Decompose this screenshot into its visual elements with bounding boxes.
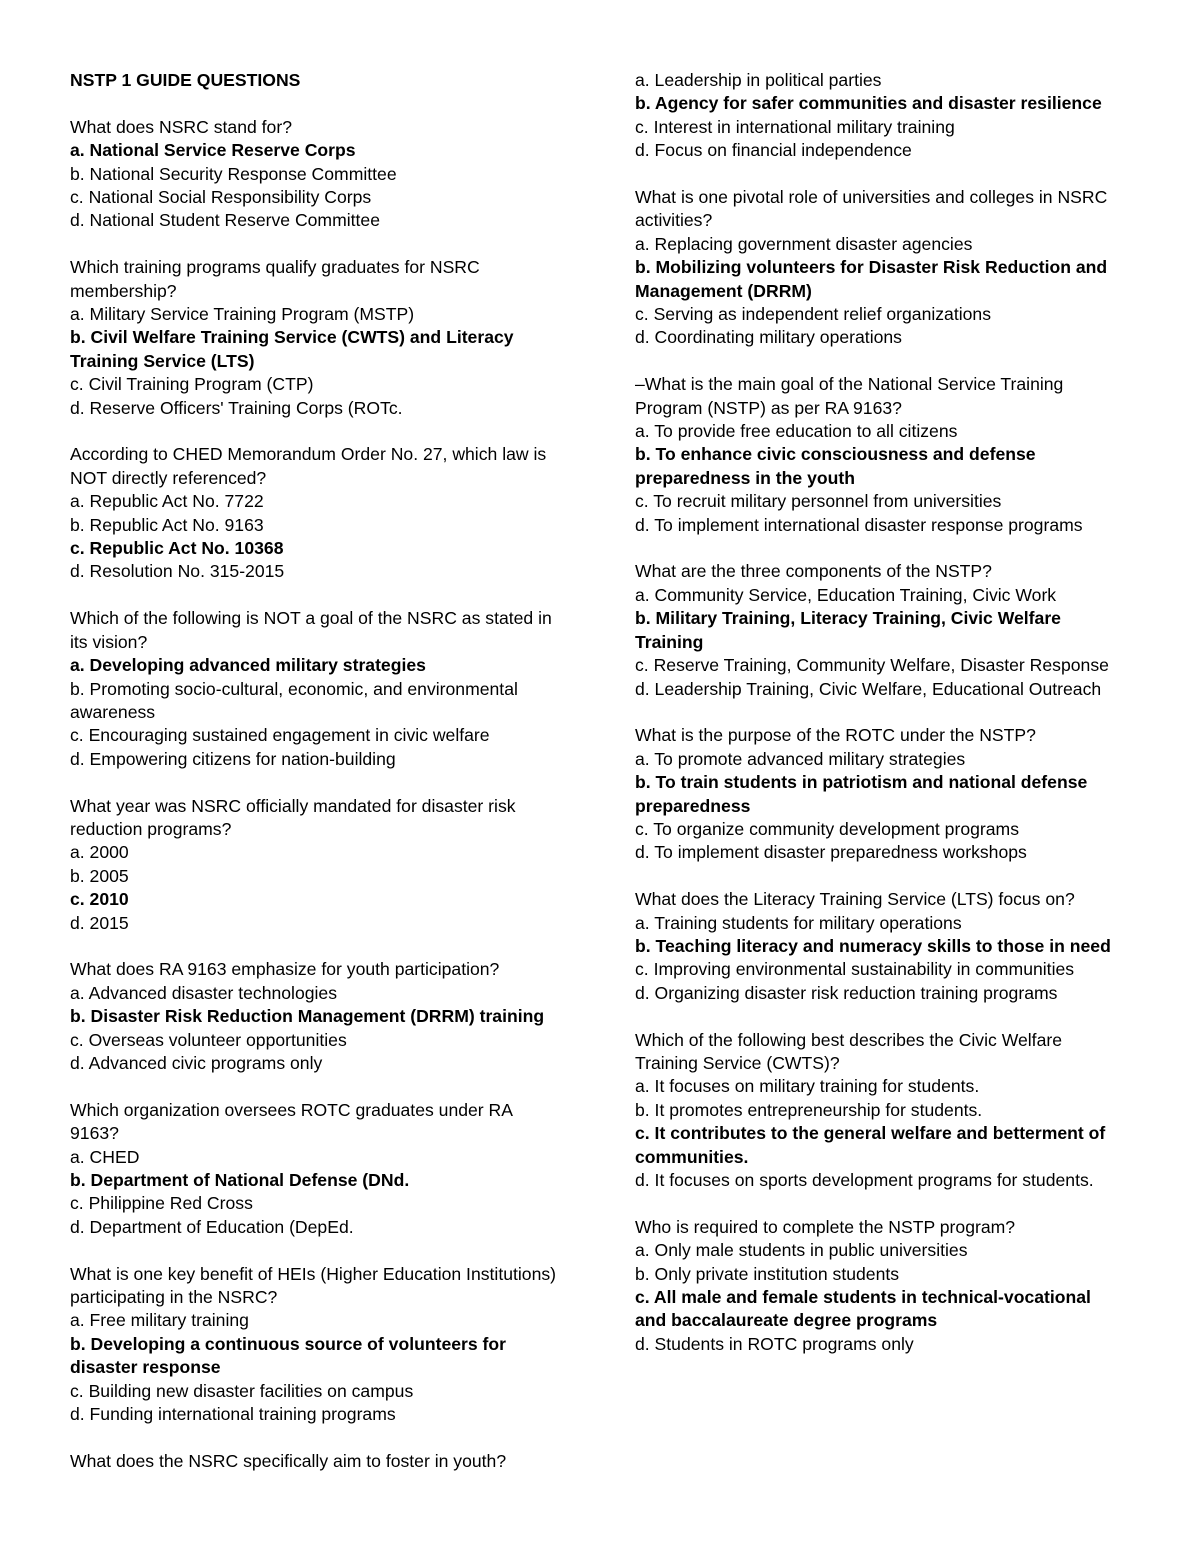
question-block [635, 1216, 1125, 1356]
question-block [635, 373, 1125, 537]
answer-option: d. National Student Reserve Committee [70, 210, 380, 231]
answer-option: a. It focuses on military training for students. [635, 1076, 980, 1097]
question-block [70, 1099, 560, 1239]
answer-option: c. To recruit military personnel from universities [635, 491, 1002, 512]
answer-option: b. National Security Response Committee [70, 163, 397, 184]
question-block [70, 116, 560, 233]
answer-option-correct: a. Developing advanced military strategies [70, 655, 426, 676]
answer-option: d. Focus on financial independence [635, 140, 912, 161]
answer-option-correct: b. Civil Welfare Training Service (CWTS) and Literacy Training Service (LTS) [70, 327, 514, 371]
left-column [70, 69, 560, 1497]
answer-option: a. Replacing government disaster agencies [635, 233, 973, 254]
answer-option: c. Interest in international military training [635, 116, 955, 137]
question-block [70, 443, 560, 583]
answer-option-correct: b. Developing a continuous source of volunteers for disaster response [70, 1333, 506, 1378]
answer-option: a. Republic Act No. 7722 [70, 491, 264, 512]
question-block [70, 958, 560, 1075]
question-text: According to CHED Memorandum Order No. 27, which law is NOT directly referenced? [70, 444, 547, 488]
answer-option: d. Organizing disaster risk reduction training programs [635, 982, 1058, 1003]
question-text: What is one key benefit of HEIs (Higher Education Institutions) participating in the NSRC? [70, 1263, 557, 1307]
question-text: What are the three components of the NSTP? [635, 561, 992, 582]
answer-option: d. Resolution No. 315-2015 [70, 561, 285, 582]
answer-option: a. Training students for military operations [635, 912, 962, 933]
answer-option: a. 2000 [70, 842, 129, 863]
answer-option: d. 2015 [70, 912, 129, 933]
answer-option: d. Reserve Officers' Training Corps (ROTc. [70, 397, 403, 418]
question-block [70, 1263, 560, 1427]
answer-option: d. To implement international disaster response programs [635, 514, 1083, 535]
answer-option: a. To provide free education to all citizens [635, 421, 958, 442]
question-text: Which organization oversees ROTC graduates under RA 9163? [70, 1099, 513, 1144]
answer-option: d. Students in ROTC programs only [635, 1333, 914, 1354]
answer-option-correct: c. All male and female students in technical-vocational and baccalaureate degree programs [635, 1287, 1091, 1331]
question-block [635, 888, 1125, 1005]
question-block [635, 724, 1125, 864]
answer-option: a. Community Service, Education Training, Civic Work [635, 584, 1057, 605]
answer-option-correct: b. Mobilizing volunteers for Disaster Risk Reduction and Management (DRRM) [635, 257, 1108, 301]
question-block [70, 1450, 560, 1473]
answer-option: c. Civil Training Program (CTP) [70, 374, 314, 395]
answer-option: c. Overseas volunteer opportunities [70, 1029, 347, 1050]
answer-option: c. Philippine Red Cross [70, 1193, 253, 1214]
answer-option: c. Reserve Training, Community Welfare, Disaster Response [635, 655, 1109, 676]
answer-option: b. It promotes entrepreneurship for students. [635, 1099, 983, 1120]
answer-option-correct: c. Republic Act No. 10368 [70, 538, 284, 559]
question-text: Which training programs qualify graduates for NSRC membership? [70, 257, 480, 301]
answer-option: a. Leadership in political parties [635, 70, 882, 90]
answer-option: a. Advanced disaster technologies [70, 982, 338, 1003]
question-text: What is the purpose of the ROTC under the NSTP? [635, 725, 1036, 746]
answer-option-correct: a. National Service Reserve Corps [70, 140, 356, 161]
right-column [635, 69, 1125, 1380]
answer-option: d. Empowering citizens for nation-building [70, 748, 396, 769]
answer-option: a. To promote advanced military strategies [635, 748, 966, 769]
question-text: Which of the following is NOT a goal of the NSRC as stated in its vision? [70, 608, 552, 652]
title-block [70, 69, 560, 92]
question-text: What does NSRC stand for? [70, 116, 292, 137]
answer-option: d. To implement disaster preparedness workshops [635, 842, 1027, 863]
answer-option: c. Serving as independent relief organizations [635, 304, 992, 325]
answer-option: d. Funding international training programs [70, 1404, 396, 1425]
answer-option-correct: b. To train students in patriotism and national defense preparedness [635, 772, 1088, 816]
answer-option: c. To organize community development programs [635, 818, 1019, 839]
answer-option: a. Free military training [70, 1310, 249, 1331]
answer-option: b. Republic Act No. 9163 [70, 514, 264, 535]
answer-option-correct: b. Department of National Defense (DNd. [70, 1169, 410, 1190]
answer-option: c. National Social Responsibility Corps [70, 187, 372, 208]
question-text: Which of the following best describes the Civic Welfare Training Service (CWTS)? [635, 1029, 1063, 1073]
question-block [635, 186, 1125, 350]
answer-option: c. Encouraging sustained engagement in civic welfare [70, 725, 490, 746]
answer-option-correct: c. It contributes to the general welfare and betterment of communities. [635, 1123, 1106, 1167]
question-block [70, 256, 560, 420]
question-text: What does RA 9163 emphasize for youth participation? [70, 959, 500, 980]
answer-option: d. Coordinating military operations [635, 327, 902, 348]
answer-option: b. 2005 [70, 865, 129, 886]
question-block [635, 69, 1125, 163]
question-text: –What is the main goal of the National Service Training Program (NSTP) as per RA 9163? [635, 374, 1064, 418]
question-text: What is one pivotal role of universities and colleges in NSRC activities? [635, 187, 1108, 231]
answer-option-correct: b. Disaster Risk Reduction Management (DRRM) training [70, 1006, 545, 1027]
answer-option-correct: b. Teaching literacy and numeracy skills to those in need [635, 935, 1111, 956]
question-block [635, 1029, 1125, 1193]
answer-option-correct: b. Military Training, Literacy Training, Civic Welfare Training [635, 608, 1061, 652]
answer-option: d. Leadership Training, Civic Welfare, Educational Outreach [635, 678, 1102, 699]
answer-option: c. Building new disaster facilities on campus [70, 1380, 414, 1401]
answer-option-correct: b. Agency for safer communities and disaster resilience [635, 93, 1102, 114]
answer-option: a. Military Service Training Program (MSTP) [70, 304, 415, 325]
question-block [70, 795, 560, 935]
question-text: What does the Literacy Training Service (LTS) focus on? [635, 889, 1075, 910]
answer-option: b. Only private institution students [635, 1263, 900, 1284]
question-text: Who is required to complete the NSTP program? [635, 1216, 1016, 1237]
answer-option-correct: c. 2010 [70, 889, 129, 910]
question-block [635, 560, 1125, 700]
answer-option-correct: b. To enhance civic consciousness and defense preparedness in the youth [635, 444, 1036, 488]
answer-option: a. CHED [70, 1146, 140, 1167]
question-text: What does the NSRC specifically aim to foster in youth? [70, 1450, 507, 1471]
answer-option: b. Promoting socio-cultural, economic, and environmental awareness [70, 678, 518, 722]
answer-option: d. Department of Education (DepEd. [70, 1216, 354, 1237]
question-text: What year was NSRC officially mandated for disaster risk reduction programs? [70, 795, 516, 839]
answer-option: c. Improving environmental sustainability in communities [635, 959, 1075, 980]
answer-option: d. It focuses on sports development programs for students. [635, 1170, 1094, 1190]
answer-option: d. Advanced civic programs only [70, 1052, 323, 1073]
answer-option: a. Only male students in public universities [635, 1240, 968, 1261]
document-title: NSTP 1 GUIDE QUESTIONS [70, 70, 301, 90]
question-block [70, 607, 560, 771]
